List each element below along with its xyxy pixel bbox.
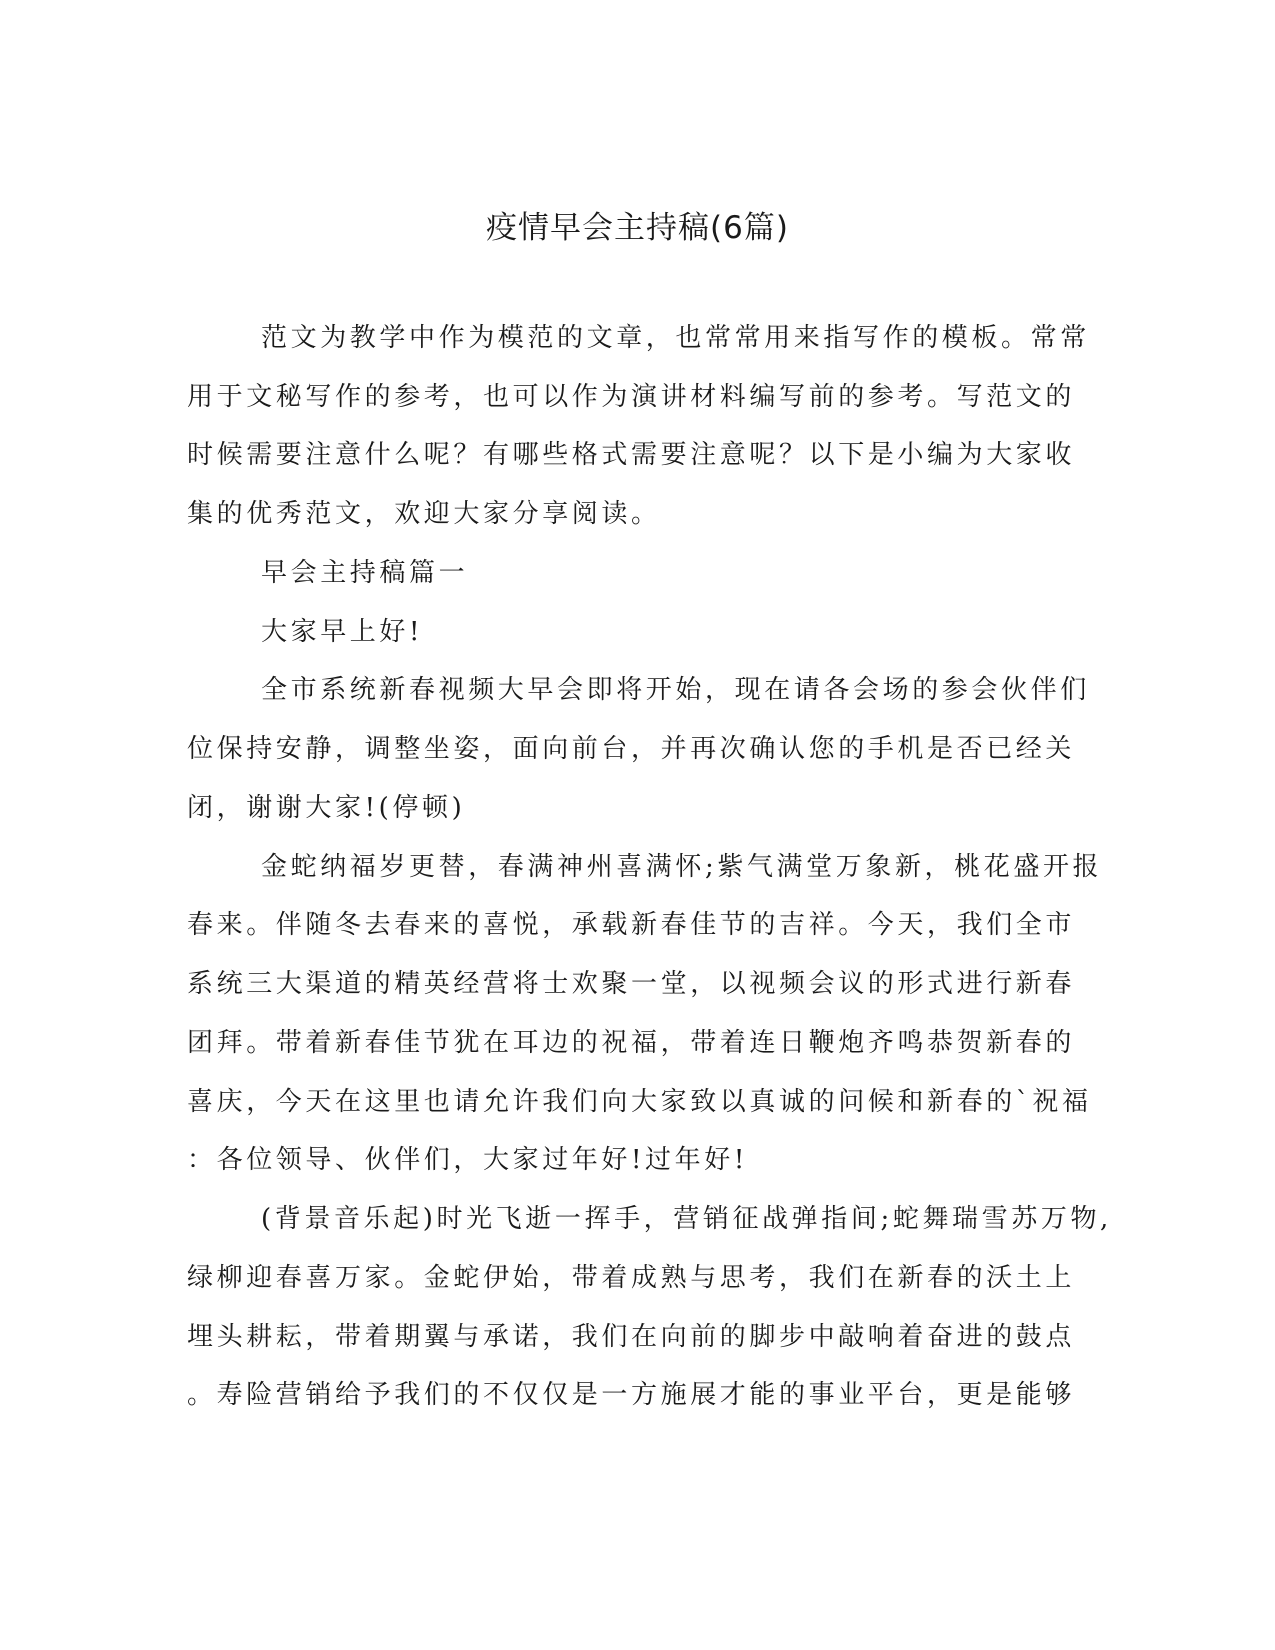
text-line-2: 用于文秘写作的参考，也可以作为演讲材料编写前的参考。写范文的 — [187, 382, 1076, 412]
text-line-8: 位保持安静，调整坐姿，面向前台，并再次确认您的手机是否已经关 — [187, 734, 1076, 764]
text-line-1: 范文为教学中作为模范的文章，也常常用来指写作的模板。常常 — [261, 323, 1090, 353]
text-line-17: 绿柳迎春喜万家。金蛇伊始，带着成熟与思考，我们在新春的沃土上 — [187, 1263, 1076, 1293]
text-line-13: 团拜。带着新春佳节犹在耳边的祝福，带着连日鞭炮齐鸣恭贺新春的 — [187, 1028, 1076, 1058]
text-line-16: (背景音乐起)时光飞逝一挥手，营销征战弹指间;蛇舞瑞雪苏万物, — [261, 1204, 1112, 1234]
text-line-9: 闭，谢谢大家!(停顿) — [187, 793, 466, 823]
text-line-15: ：各位领导、伙伴们，大家过年好!过年好! — [187, 1145, 748, 1175]
text-line-4: 集的优秀范文，欢迎大家分享阅读。 — [187, 499, 661, 529]
text-line-11: 春来。伴随冬去春来的喜悦，承载新春佳节的吉祥。今天，我们全市 — [187, 910, 1076, 940]
text-line-18: 埋头耕耘，带着期翼与承诺，我们在向前的脚步中敲响着奋进的鼓点 — [187, 1322, 1076, 1352]
text-line-10: 金蛇纳福岁更替，春满神州喜满怀;紫气满堂万象新，桃花盛开报 — [261, 852, 1103, 882]
document-title: 疫情早会主持稿(6篇) — [486, 210, 789, 246]
text-line-7: 全市系统新春视频大早会即将开始，现在请各会场的参会伙伴们 — [261, 675, 1090, 705]
text-line-3: 时候需要注意什么呢？有哪些格式需要注意呢？以下是小编为大家收 — [187, 440, 1076, 470]
text-line-19: 。寿险营销给予我们的不仅仅是一方施展才能的事业平台，更是能够 — [187, 1380, 1076, 1410]
section-heading: 早会主持稿篇一 — [261, 558, 469, 588]
text-line-14: 喜庆，今天在这里也请允许我们向大家致以真诚的问候和新春的`祝福 — [187, 1087, 1092, 1117]
greeting-line: 大家早上好! — [261, 617, 424, 647]
text-line-12: 系统三大渠道的精英经营将士欢聚一堂，以视频会议的形式进行新春 — [187, 969, 1076, 999]
